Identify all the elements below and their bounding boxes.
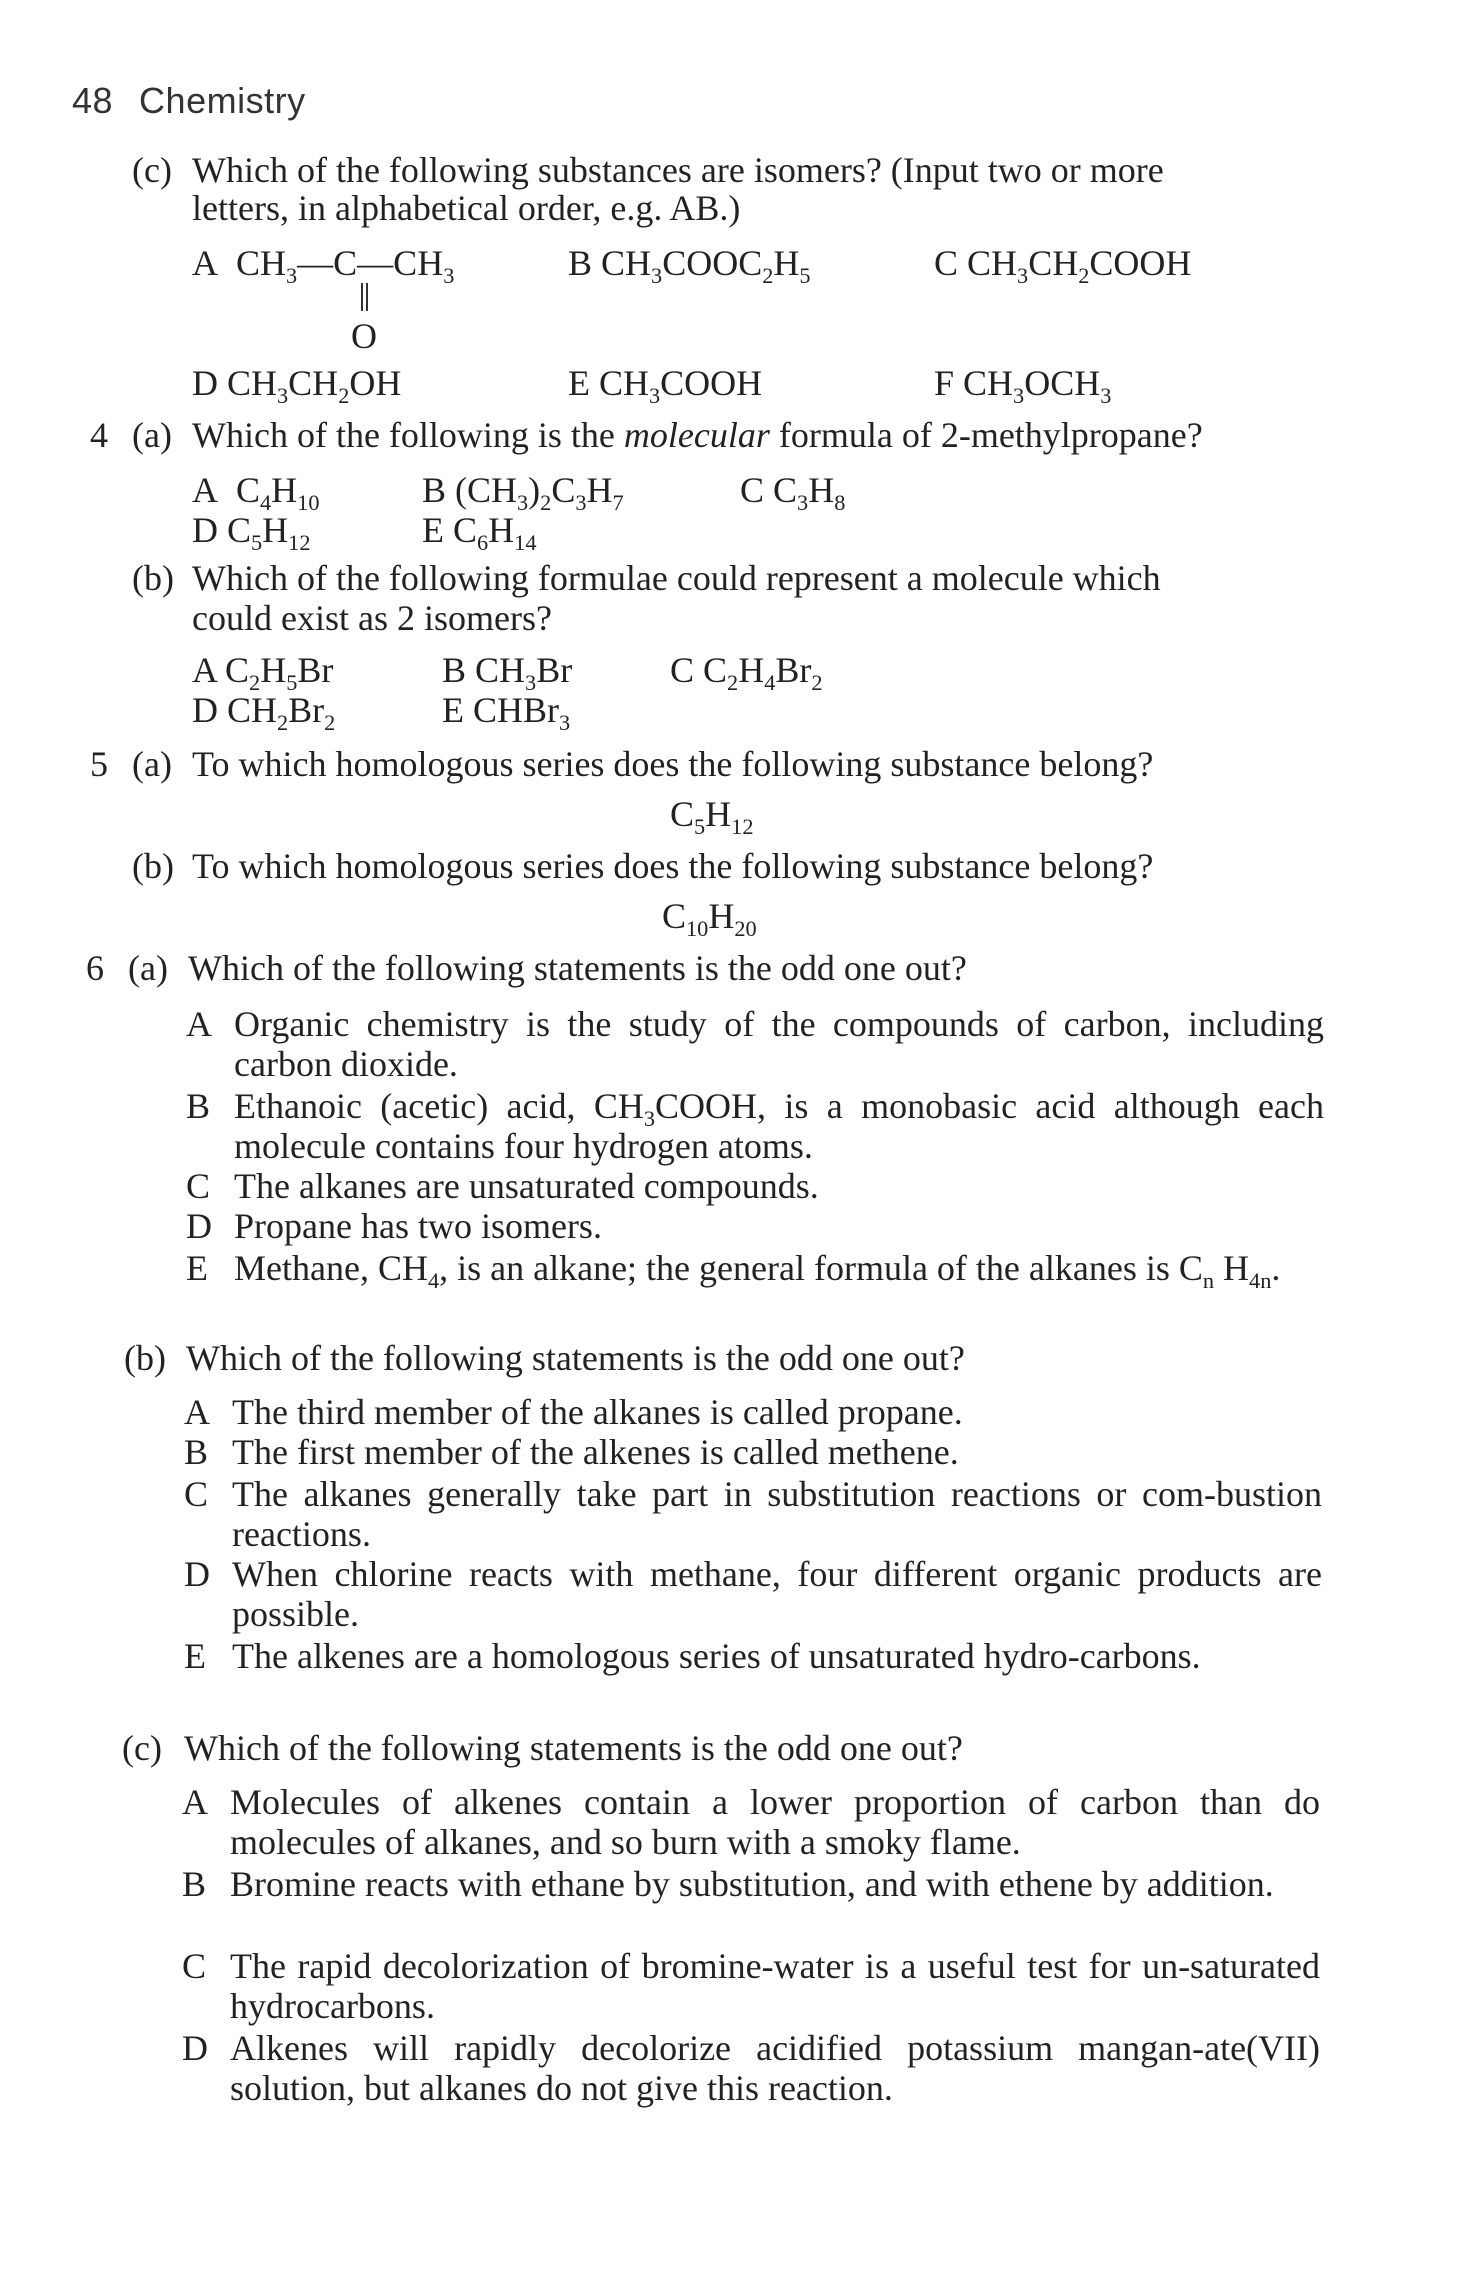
q6b-item-letter: B: [184, 1432, 209, 1472]
q5b-label: (b): [132, 846, 174, 886]
q3c-option-b: B $CH_3COOC_2H_5$: [568, 243, 811, 288]
q5a-label: (a): [132, 744, 172, 784]
q3c-option-c: C $CH_3CH_2COOH$: [934, 243, 1192, 288]
q6a-item-text: Organic chemistry is the study of the compounds of carbon, including carbon dioxide.: [234, 1004, 1324, 1084]
q6a-item-letter: D: [186, 1206, 212, 1246]
q6c-item-letter: C: [182, 1946, 207, 1986]
q6a-item-letter: A: [186, 1004, 212, 1044]
q5-number: 5: [90, 744, 108, 784]
q3c-option-a-oxygen: O: [351, 316, 377, 356]
q4a-label: (a): [132, 415, 172, 455]
q6b-item-text: The first member of the alkenes is called methene.: [232, 1432, 959, 1472]
q6c-item-letter: A: [182, 1782, 208, 1822]
q4b-option-c: C $C_2H_4Br_2$: [670, 650, 823, 695]
q4a-option-d: D $C_5H_{12}$: [192, 510, 311, 555]
q6b-item-text: The alkanes generally take part in substitution reactions or com-bustion reactions.: [232, 1474, 1322, 1554]
q6-number: 6: [86, 948, 104, 988]
q4b-option-d: D $CH_2Br_2$: [192, 690, 336, 735]
q3c-option-e: E $CH_3COOH$: [568, 363, 763, 408]
q6a-item-text: Methane, $CH_4$, is an alkane; the general formula of the alkanes is $C_n$ $H_{4n}$.: [234, 1248, 1281, 1293]
q6b-item-letter: D: [184, 1554, 210, 1594]
q6c-item-letter: D: [182, 2028, 208, 2068]
q5b-prompt: To which homologous series does the following substance belong?: [192, 846, 1154, 886]
q6b-item-text: The third member of the alkanes is called propane.: [232, 1392, 963, 1432]
q6c-item-text: Alkenes will rapidly decolorize acidified potassium mangan-ate(VII) solution, but alkanes do not give this reaction.: [230, 2028, 1320, 2108]
q6c-item-text: The rapid decolorization of bromine-water is a useful test for un-saturated hydrocarbons.: [230, 1946, 1320, 2026]
q3c-option-d: D $CH_3CH_2OH$: [192, 363, 402, 408]
double-bond-mark: [361, 283, 368, 311]
page-title: Chemistry: [139, 80, 306, 121]
q4-number: 4: [90, 415, 108, 455]
q3c-label: (c): [132, 150, 172, 190]
page-header: [72, 80, 306, 122]
q6a-item-letter: B: [186, 1086, 211, 1126]
q4a-option-a: A $C_4H_{10}$: [192, 470, 320, 515]
page-number: 48: [72, 80, 114, 121]
q6a-item-text: The alkanes are unsaturated compounds.: [234, 1166, 819, 1206]
q4a-option-b: B $(CH_3)_2C_3H_7$: [422, 470, 624, 515]
q5a-prompt: To which homologous series does the following substance belong?: [192, 744, 1154, 784]
q6a-prompt: Which of the following statements is the odd one out?: [188, 948, 967, 988]
q6b-item-letter: C: [184, 1474, 209, 1514]
q4a-option-e: E $C_6H_{14}$: [422, 510, 537, 555]
q4b-prompt-line1: Which of the following formulae could represent a molecule which: [192, 558, 1161, 598]
q6b-item-text: The alkenes are a homologous series of unsaturated hydro-carbons.: [232, 1636, 1201, 1676]
q6b-item-text: When chlorine reacts with methane, four different organic products are possible.: [232, 1554, 1322, 1634]
q6a-item-text: Propane has two isomers.: [234, 1206, 602, 1246]
q4b-option-a: A $C_2H_5Br$: [192, 650, 334, 695]
q6b-prompt: Which of the following statements is the odd one out?: [186, 1338, 965, 1378]
q6b-item-letter: E: [184, 1636, 206, 1676]
q6a-item-letter: C: [186, 1166, 211, 1206]
q6a-label: (a): [128, 948, 168, 988]
q6c-item-text: Molecules of alkenes contain a lower proportion of carbon than do molecules of alkanes, and so burn with a smoky flame.: [230, 1782, 1320, 1862]
q6a-item-text: Ethanoic (acetic) acid, $CH_3COOH$, is a monobasic acid although each molecule contains four hydrogen atoms.: [234, 1086, 1324, 1166]
q3c-option-a: A $CH_3—C—CH_3$: [192, 243, 455, 288]
q6c-prompt: Which of the following statements is the odd one out?: [184, 1728, 963, 1768]
q6c-label: (c): [122, 1728, 162, 1768]
q3c-option-f: F $CH_3OCH_3$: [934, 363, 1112, 408]
q4b-label: (b): [132, 558, 174, 598]
q4a-option-c: C $C_3H_8$: [740, 470, 846, 515]
q6a-item-letter: E: [186, 1248, 208, 1288]
q6c-item-letter: B: [182, 1864, 207, 1904]
q5b-formula: $C_{10}H_{20}$: [662, 896, 757, 941]
q6b-label: (b): [124, 1338, 166, 1378]
q4b-option-b: B $CH_3Br$: [442, 650, 573, 695]
q5a-formula: $C_5H_{12}$: [670, 794, 754, 839]
q6c-item-text: Bromine reacts with ethane by substitution, and with ethene by addition.: [230, 1864, 1274, 1904]
q4b-option-e: E CHBr$_3$: [442, 690, 571, 735]
q3c-prompt-line2: letters, in alphabetical order, e.g. AB.): [192, 188, 741, 228]
q3c-prompt-line1: Which of the following substances are isomers? (Input two or more: [192, 150, 1164, 190]
q4b-prompt-line2: could exist as 2 isomers?: [192, 598, 552, 638]
q6b-item-letter: A: [184, 1392, 210, 1432]
q4a-prompt: Which of the following is the molecular formula of 2-methylpropane?: [192, 415, 1203, 455]
